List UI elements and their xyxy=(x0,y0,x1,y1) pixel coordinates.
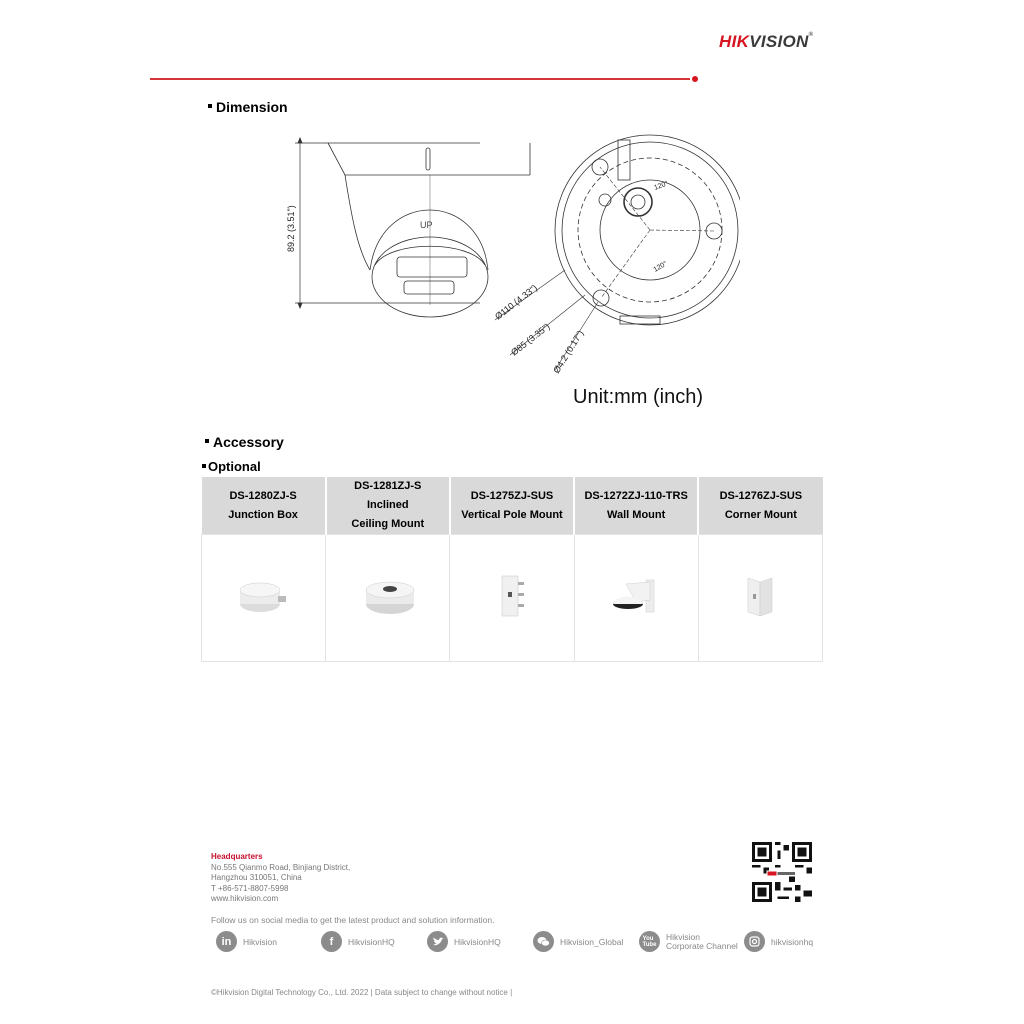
accessory-image-cell xyxy=(698,535,822,662)
follow-text: Follow us on social media to get the latest product and solution information. xyxy=(211,915,495,925)
dimension-drawing xyxy=(280,130,740,380)
accessory-image-cell xyxy=(450,535,574,662)
accessory-header-cell: DS-1276ZJ-SUS Corner Mount xyxy=(698,477,822,535)
dimension-heading: Dimension xyxy=(208,99,288,115)
instagram-icon xyxy=(744,931,765,952)
social-facebook[interactable]: f HikvisionHQ xyxy=(321,931,395,952)
corner-mount-image xyxy=(740,574,780,618)
accessory-header-cell: DS-1272ZJ-110-TRS Wall Mount xyxy=(574,477,698,535)
bullet-icon xyxy=(202,464,206,468)
accessory-header-cell: DS-1280ZJ-S Junction Box xyxy=(202,477,326,535)
svg-text:UP: UP xyxy=(420,220,433,230)
social-twitter[interactable]: HikvisionHQ xyxy=(427,931,501,952)
twitter-icon xyxy=(427,931,448,952)
accessory-header-cell: DS-1281ZJ-S Inclined Ceiling Mount xyxy=(326,477,450,535)
social-linkedin[interactable]: in Hikvision xyxy=(216,931,277,952)
vertical-pole-mount-image xyxy=(492,574,532,618)
youtube-icon: You Tube xyxy=(639,931,660,952)
header-divider xyxy=(150,78,690,80)
bullet-icon xyxy=(208,104,212,108)
wechat-icon xyxy=(533,931,554,952)
svg-text:89.2 (3.51"): 89.2 (3.51") xyxy=(286,205,296,252)
social-youtube[interactable]: You Tube Hikvision Corporate Channel xyxy=(639,931,738,952)
copyright-text: ©Hikvision Digital Technology Co., Ltd. 2022 | Data subject to change without notice | xyxy=(211,988,513,997)
accessory-image-cell xyxy=(202,535,326,662)
accessory-table xyxy=(201,477,823,662)
headquarters-block: Headquarters No.555 Qianmo Road, Binjiang District, Hangzhou 310051, China T +86-571-8807-5998 www.hikvision.com xyxy=(211,852,351,903)
hikvision-logo: HIKVISION® xyxy=(719,32,814,51)
accessory-header-row xyxy=(202,477,823,535)
accessory-heading: Accessory xyxy=(205,434,284,450)
svg-text:Ø110 (4.33"): Ø110 (4.33") xyxy=(493,282,540,322)
social-wechat[interactable]: Hikvision_Global xyxy=(533,931,623,952)
junction-box-image xyxy=(234,576,294,616)
facebook-icon: f xyxy=(321,931,342,952)
inclined-ceiling-mount-image xyxy=(358,574,418,618)
unit-label: Unit:mm (inch) xyxy=(573,386,704,408)
svg-text:120°: 120° xyxy=(652,260,669,274)
svg-text:120°: 120° xyxy=(653,180,670,192)
wall-mount-image xyxy=(606,576,666,616)
svg-text:Ø85 (3.35"): Ø85 (3.35") xyxy=(509,321,552,358)
bullet-icon xyxy=(205,439,209,443)
accessory-header-cell: DS-1275ZJ-SUS Vertical Pole Mount xyxy=(450,477,574,535)
header-divider-dot xyxy=(692,76,698,82)
linkedin-icon: in xyxy=(216,931,237,952)
accessory-image-row xyxy=(202,535,823,662)
accessory-image-cell xyxy=(326,535,450,662)
social-instagram[interactable]: hikvisionhq xyxy=(744,931,813,952)
accessory-image-cell xyxy=(574,535,698,662)
svg-text:Ø4.2 (0.17"): Ø4.2 (0.17") xyxy=(551,328,586,376)
qr-code[interactable] xyxy=(752,842,812,902)
website-link[interactable]: www.hikvision.com xyxy=(211,894,279,903)
optional-heading: Optional xyxy=(202,459,261,474)
